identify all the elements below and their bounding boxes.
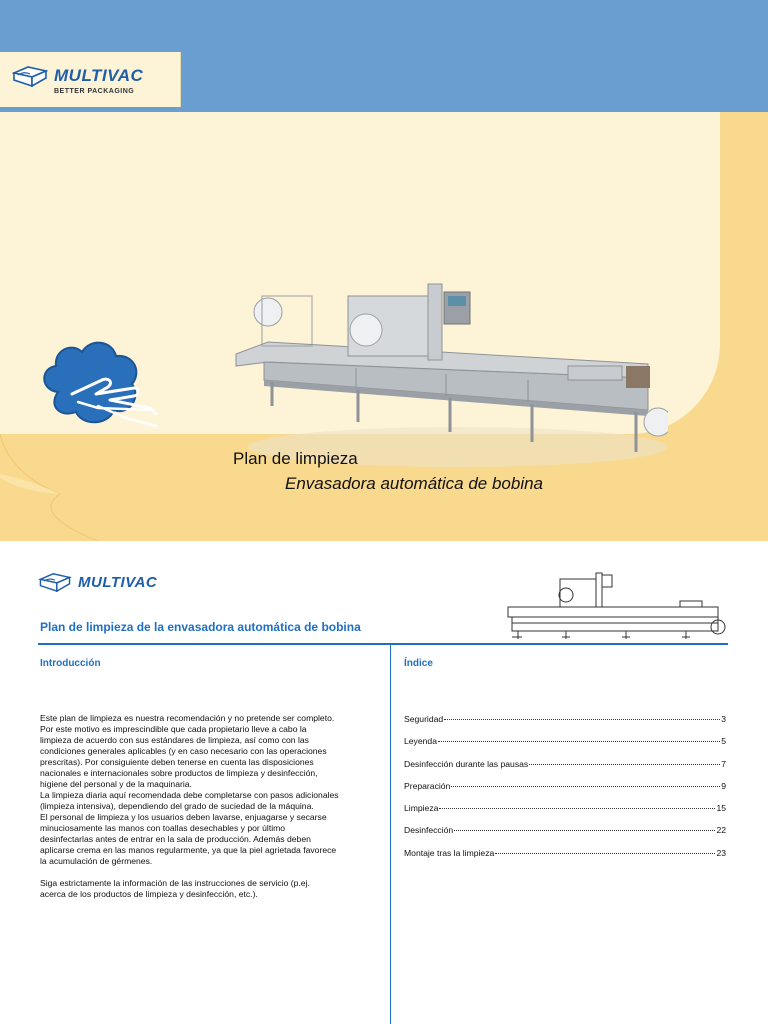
toc-entry[interactable] bbox=[404, 848, 726, 870]
toc-entry-page: 22 bbox=[716, 825, 726, 836]
packaging-machine-photo bbox=[228, 282, 668, 472]
page-curl-decoration bbox=[0, 434, 100, 541]
document-title: Plan de limpieza de la envasadora automática de bobina bbox=[40, 620, 361, 634]
hand-cleaning-icon bbox=[38, 332, 158, 432]
toc-entry[interactable] bbox=[404, 736, 726, 758]
toc-entry[interactable] bbox=[404, 825, 726, 847]
document-page bbox=[0, 541, 768, 1024]
multivac-package-icon bbox=[38, 572, 72, 592]
toc-entry[interactable] bbox=[404, 759, 726, 781]
toc-entry-label: Desinfección bbox=[404, 825, 454, 836]
toc-entry-label: Seguridad bbox=[404, 714, 444, 724]
multivac-package-icon bbox=[12, 65, 48, 87]
title-rule bbox=[38, 643, 728, 645]
toc-entry-page: 23 bbox=[716, 847, 726, 858]
toc-entry-label: Limpieza bbox=[404, 803, 439, 814]
brand-logo bbox=[12, 65, 143, 87]
toc-leader-dots bbox=[454, 830, 715, 831]
toc-entry-label: Desinfección durante las pausas bbox=[404, 758, 529, 769]
toc-entry[interactable] bbox=[404, 714, 726, 736]
toc-entry-label: Montaje tras la limpieza bbox=[404, 847, 495, 858]
toc-entry[interactable] bbox=[404, 781, 726, 803]
toc-entry-label: Preparación bbox=[404, 780, 451, 791]
brand-tagline: BETTER PACKAGING bbox=[54, 88, 135, 95]
page-logo bbox=[38, 572, 157, 592]
intro-heading: Introducción bbox=[40, 658, 101, 669]
column-divider bbox=[390, 645, 391, 1024]
toc-entry-page: 3 bbox=[721, 714, 726, 724]
cover-title: Plan de limpieza bbox=[233, 449, 358, 468]
toc-entry-page: 15 bbox=[716, 803, 726, 814]
table-of-contents bbox=[404, 714, 726, 870]
intro-body bbox=[40, 713, 380, 911]
toc-entry-page: 7 bbox=[721, 758, 726, 769]
toc-entry-label: Leyenda bbox=[404, 736, 437, 747]
toc-entry[interactable] bbox=[404, 803, 726, 825]
toc-leader-dots bbox=[444, 719, 720, 720]
toc-leader-dots bbox=[451, 786, 720, 787]
intro-paragraph: Este plan de limpieza es nuestra recomendación y no pretende ser completo. Por este motivo es imprescindible que cada propietario lleve a cabo la limpieza de acuerdo con sus estándares de limpieza, así como con las condiciones generales aplicables (y en caso necesario con las operaciones prescritas). Por consiguiente deben tenerse en cuenta las disposiciones nacionales e internacionales sobre productos de limpieza y desinfección, higiene del personal y de la maquinaria. La limpieza diaria aquí recomendada debe completarse con pasos adicionales (limpieza intensiva), dependiendo del grado de suciedad de la máquina. El personal de limpieza y los usuarios deben lavarse, enjuagarse y secarse minuciosamente las manos con toallas desechables y por último desinfectarlas antes de entrar en la sala de producción. Además deben aplicarse crema en las manos regularmente, ya que la piel agrietada favorece la acumulación de gérmenes. bbox=[40, 713, 339, 866]
cover-subtitle: Envasadora automática de bobina bbox=[285, 474, 544, 493]
index-heading: Índice bbox=[404, 658, 433, 669]
brand-name: MULTIVAC bbox=[54, 66, 144, 85]
cover-image-panel bbox=[0, 112, 720, 434]
toc-entry-page: 5 bbox=[721, 736, 726, 747]
toc-leader-dots bbox=[439, 808, 715, 809]
brand-logo-card bbox=[0, 52, 181, 107]
machine-line-drawing bbox=[506, 571, 728, 645]
toc-entry-page: 9 bbox=[721, 780, 726, 791]
toc-leader-dots bbox=[438, 741, 720, 742]
brand-name: MULTIVAC bbox=[78, 573, 158, 591]
toc-leader-dots bbox=[495, 853, 715, 854]
intro-paragraph: Siga estrictamente la información de las instrucciones de servicio (p.ej. acerca de los productos de limpieza y desinfección, etc.). bbox=[40, 878, 310, 899]
toc-leader-dots bbox=[529, 764, 720, 765]
